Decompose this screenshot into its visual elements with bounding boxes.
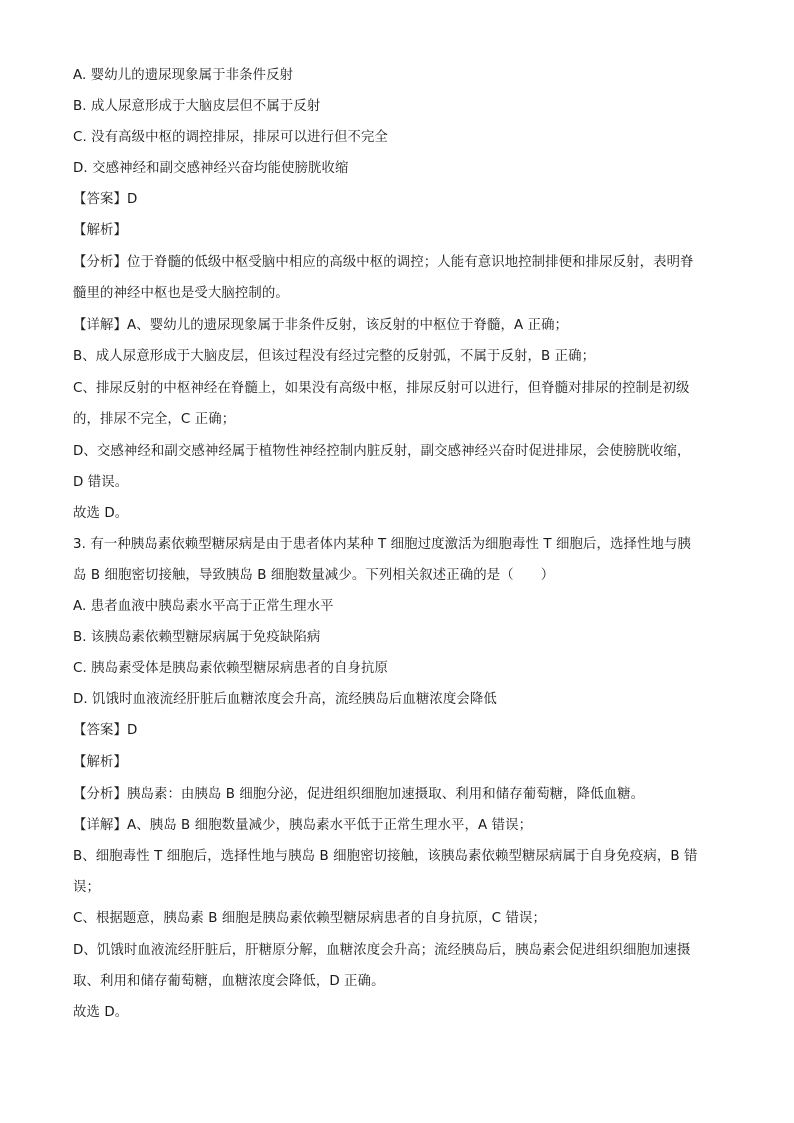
q2-xiangjie-d2: D 错误。 xyxy=(73,475,129,490)
q3-xiangjie-d1: D、饥饿时血液流经肝脏后，肝糖原分解，血糖浓度会升高；流经胰岛后，胰岛素会促进组织细胞加速摄 xyxy=(73,943,691,958)
q2-xiangjie-a: A、婴幼儿的遗尿现象属于非条件反射，该反射的中枢位于脊髓，A 正确； xyxy=(126,318,569,333)
q3-xiangjie xyxy=(73,816,723,836)
q2-xiangjie-b: B、成人尿意形成于大脑皮层，但该过程没有经过完整的反射弧，不属于反射，B 正确； xyxy=(73,349,596,364)
q2-answer-value: D xyxy=(126,192,138,207)
q2-xiangjie-c1: C、排尿反射的中枢神经在脊髓上，如果没有高级中枢，排尿反射可以进行，但脊髓对排尿的控制是初级 xyxy=(73,381,690,396)
q2-xiangjie-d1: D、交感神经和副交感神经属于植物性神经控制内脏反射，副交感神经兴奋时促进排尿，会使膀胱收缩， xyxy=(73,444,691,459)
q2-fenxi-line2: 髓里的神经中枢也是受大脑控制的。 xyxy=(73,286,289,301)
q2-xiangjie-c2: 的，排尿不完全，C 正确； xyxy=(73,412,236,427)
q3-analysis-heading: 【解析】 xyxy=(73,755,127,770)
q3-fenxi-tag: 【分析】 xyxy=(73,787,127,802)
q3-xiangjie-a: A、胰岛 B 细胞数量减少，胰岛素水平低于正常生理水平，A 错误； xyxy=(126,818,533,833)
q3-option-c: C. 胰岛素受体是胰岛素依赖型糖尿病患者的自身抗原 xyxy=(73,661,388,676)
q3-option-a: A. 患者血液中胰岛素水平高于正常生理水平 xyxy=(73,599,334,614)
q3-fenxi xyxy=(73,785,723,805)
q2-conclusion: 故选 D。 xyxy=(73,506,129,521)
q3-xiangjie-b2: 误； xyxy=(73,880,100,895)
q3-stem-line1: 3. 有一种胰岛素依赖型糖尿病是由于患者体内某种 T 细胞过度激活为细胞毒性 T 细胞后，选择性地与胰 xyxy=(73,537,691,552)
q3-xiangjie-tag: 【详解】 xyxy=(73,818,127,833)
q2-fenxi-line1: 位于脊髓的低级中枢受脑中相应的高级中枢的调控；人能有意识地控制排便和排尿反射，表明脊 xyxy=(126,255,694,270)
q3-option-d: D. 饥饿时血液流经肝脏后血糖浓度会升高，流经胰岛后血糖浓度会降低 xyxy=(73,692,497,707)
q3-xiangjie-b1: B、细胞毒性 T 细胞后，选择性地与胰岛 B 细胞密切接触，该胰岛素依赖型糖尿病属于自身免疫病，B 错 xyxy=(73,849,698,864)
q2-xiangjie xyxy=(73,316,723,336)
q3-xiangjie-d2: 取、利用和储存葡萄糖，血糖浓度会降低，D 正确。 xyxy=(73,974,385,989)
q3-option-b: B. 该胰岛素依赖型糖尿病属于免疫缺陷病 xyxy=(73,630,321,645)
q3-answer-tag: 【答案】 xyxy=(73,723,127,738)
q2-analysis-heading: 【解析】 xyxy=(73,223,127,238)
q2-answer xyxy=(73,190,723,210)
q2-fenxi xyxy=(73,253,723,273)
q2-option-d: D. 交感神经和副交感神经兴奋均能使膀胱收缩 xyxy=(73,161,349,176)
q2-fenxi-tag: 【分析】 xyxy=(73,255,127,270)
q3-conclusion: 故选 D。 xyxy=(73,1005,129,1020)
q2-answer-tag: 【答案】 xyxy=(73,192,127,207)
q3-xiangjie-c: C、根据题意，胰岛素 B 细胞是胰岛素依赖型糖尿病患者的自身抗原，C 错误； xyxy=(73,911,546,926)
q3-answer-value: D xyxy=(126,723,138,738)
q2-xiangjie-tag: 【详解】 xyxy=(73,318,127,333)
q2-option-c: C. 没有高级中枢的调控排尿，排尿可以进行但不完全 xyxy=(73,130,388,145)
q3-answer xyxy=(73,721,723,741)
q2-option-a: A. 婴幼儿的遗尿现象属于非条件反射 xyxy=(73,68,294,83)
q3-fenxi-line1: 胰岛素：由胰岛 B 细胞分泌，促进组织细胞加速摄取、利用和储存葡萄糖，降低血糖。 xyxy=(126,787,645,802)
q2-option-b: B. 成人尿意形成于大脑皮层但不属于反射 xyxy=(73,99,321,114)
q3-stem-line2: 岛 B 细胞密切接触，导致胰岛 B 细胞数量减少。下列相关叙述正确的是（ ） xyxy=(73,568,555,583)
